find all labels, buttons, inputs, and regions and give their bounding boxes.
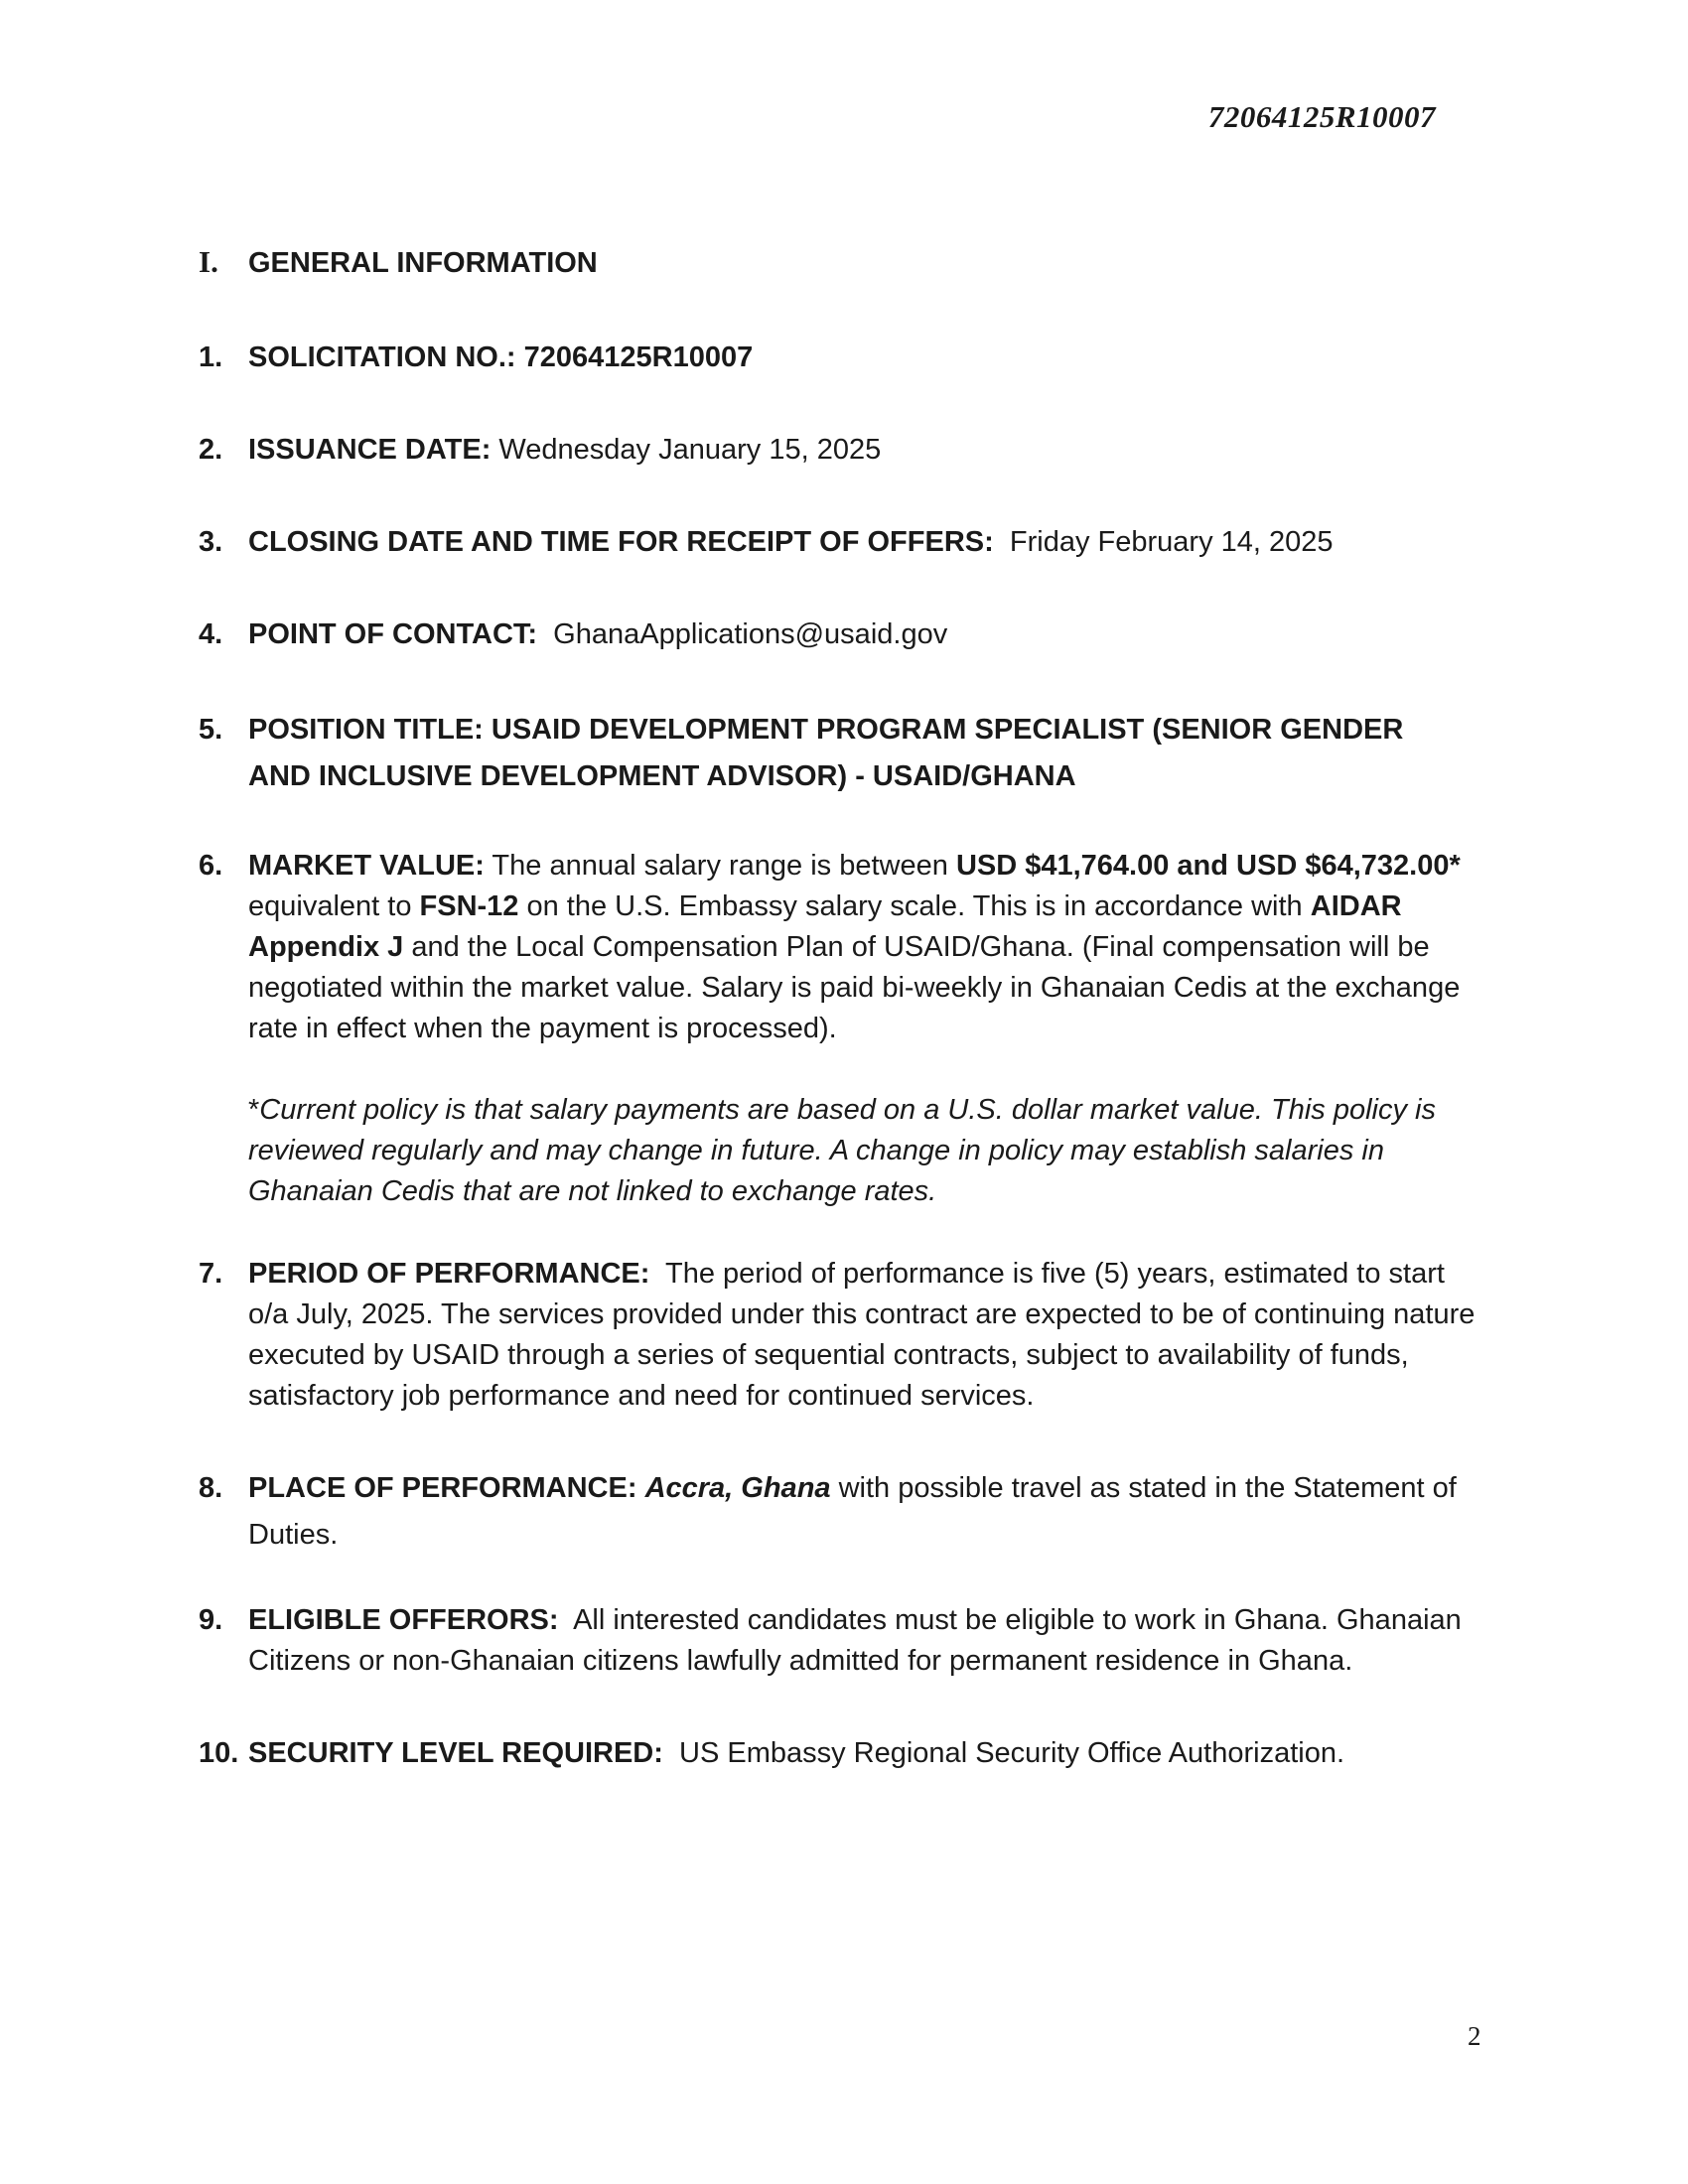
item-number: 5. (199, 714, 223, 746)
solicitation-number-header: 72064125R10007 (1207, 99, 1436, 134)
item-label: MARKET VALUE: (248, 850, 485, 882)
footnote-text: Current policy is that salary payments are based on a U.S. dollar market value. This policy is reviewed regularly and may change in future. A change in policy may establish salaries in Ghanaian Cedis that are not linked to exchange rates. (248, 1094, 1436, 1207)
item-label: POSITION TITLE: USAID DEVELOPMENT PROGRAM SPECIALIST (SENIOR GENDER AND INCLUSIVE DEVELOPMENT ADVISOR) - USAID/GHANA (248, 714, 1404, 792)
item-label: POINT OF CONTACT: (248, 618, 538, 650)
item-value: with possible travel as stated in the Statement of Duties. (248, 1472, 1457, 1551)
item-number: 2. (199, 434, 223, 466)
salary-grade: FSN-12 (419, 890, 519, 922)
market-text-1: The annual salary range is between (484, 850, 956, 882)
item-period-of-performance (199, 1254, 1489, 1417)
item-market-value (199, 846, 1489, 1049)
item-number: 6. (199, 850, 223, 882)
item-label: SECURITY LEVEL REQUIRED: (248, 1737, 663, 1769)
item-label: CLOSING DATE AND TIME FOR RECEIPT OF OFFERS: (248, 526, 994, 558)
item-label: ISSUANCE DATE: (248, 434, 492, 466)
place-location: Accra, Ghana (644, 1472, 831, 1504)
item-position-title (199, 707, 1450, 800)
item-label: SOLICITATION NO.: 72064125R10007 (248, 341, 754, 373)
item-point-of-contact (199, 614, 1489, 655)
item-closing-date (199, 522, 1489, 563)
footnote-asterisk: * (248, 1094, 260, 1126)
market-text-3: on the U.S. Embassy salary scale. This is in accordance with (518, 890, 1311, 922)
item-solicitation (199, 338, 1489, 378)
page-number: 2 (1468, 2021, 1481, 2051)
item-security-level (199, 1733, 1489, 1774)
item-issuance-date (199, 430, 1489, 471)
market-text-4: and the Local Compensation Plan of USAID/Ghana. (Final compensation will be negotiated within the market value. Salary is paid bi-weekly in Ghanaian Cedis at the exchange rate in effect when the payment is processed). (248, 931, 1461, 1044)
item-value: All interested candidates must be eligible to work in Ghana. Ghanaian Citizens or non-Ghanaian citizens lawfully admitted for permanent residence in Ghana. (248, 1604, 1470, 1677)
contact-email: GhanaApplications@usaid.gov (537, 618, 948, 650)
section-heading (199, 244, 598, 280)
item-label: PERIOD OF PERFORMANCE: (248, 1258, 650, 1290)
salary-range: USD $41,764.00 and USD $64,732.00* (955, 850, 1461, 882)
item-value: Wednesday January 15, 2025 (491, 434, 882, 466)
market-text-2: equivalent to (248, 890, 420, 922)
item-number: 3. (199, 526, 223, 558)
item-number: 9. (199, 1604, 223, 1636)
section-roman-numeral: I. (199, 244, 218, 279)
item-label: ELIGIBLE OFFERORS: (248, 1604, 559, 1636)
item-label: PLACE OF PERFORMANCE: (248, 1472, 637, 1504)
aidar-reference: AIDAR Appendix J (248, 890, 1402, 963)
item-number: 1. (199, 341, 223, 373)
item-number: 8. (199, 1472, 223, 1504)
item-eligible-offerors (199, 1600, 1489, 1682)
item-value: US Embassy Regional Security Office Authorization. (662, 1737, 1345, 1769)
item-place-of-performance (199, 1465, 1489, 1559)
market-value-footnote (248, 1090, 1489, 1212)
item-number: 7. (199, 1258, 223, 1290)
item-value: The period of performance is five (5) years, estimated to start o/a July, 2025. The services provided under this contract are expected to be of continuing nature executed by USAID through a series of sequential contracts, subject to availability of funds, satisfactory job performance and need for continued services. (248, 1258, 1483, 1412)
section-title: GENERAL INFORMATION (248, 247, 598, 279)
item-number: 10. (199, 1737, 239, 1769)
item-number: 4. (199, 618, 223, 650)
item-value: Friday February 14, 2025 (993, 526, 1334, 558)
